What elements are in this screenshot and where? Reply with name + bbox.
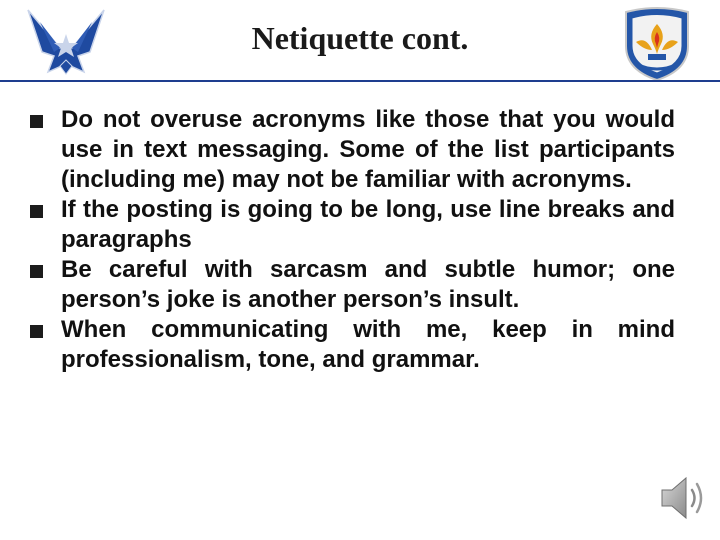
- bullet-list: [30, 105, 675, 375]
- square-bullet-icon: [30, 265, 43, 278]
- bullet-text: Do not overuse acronyms like those that you would use in text messaging. Some of the list participants (including me) may not be familiar with acronyms.: [61, 106, 675, 193]
- afjrotc-shield-icon: [622, 6, 692, 82]
- speaker-icon[interactable]: [656, 472, 708, 524]
- list-item: [30, 255, 675, 315]
- title-divider: [0, 80, 720, 82]
- square-bullet-icon: [30, 115, 43, 128]
- list-item: [30, 105, 675, 195]
- bullet-text: When communicating with me, keep in mind professionalism, tone, and grammar.: [61, 316, 675, 373]
- bullet-text: Be careful with sarcasm and subtle humor; one person’s joke is another person’s insult.: [61, 256, 675, 313]
- square-bullet-icon: [30, 325, 43, 338]
- air-force-wings-icon: [26, 8, 106, 80]
- list-item: [30, 315, 675, 375]
- slide-title: Netiquette cont.: [251, 20, 469, 56]
- bullet-text: If the posting is going to be long, use line breaks and paragraphs: [61, 196, 675, 253]
- square-bullet-icon: [30, 205, 43, 218]
- list-item: [30, 195, 675, 255]
